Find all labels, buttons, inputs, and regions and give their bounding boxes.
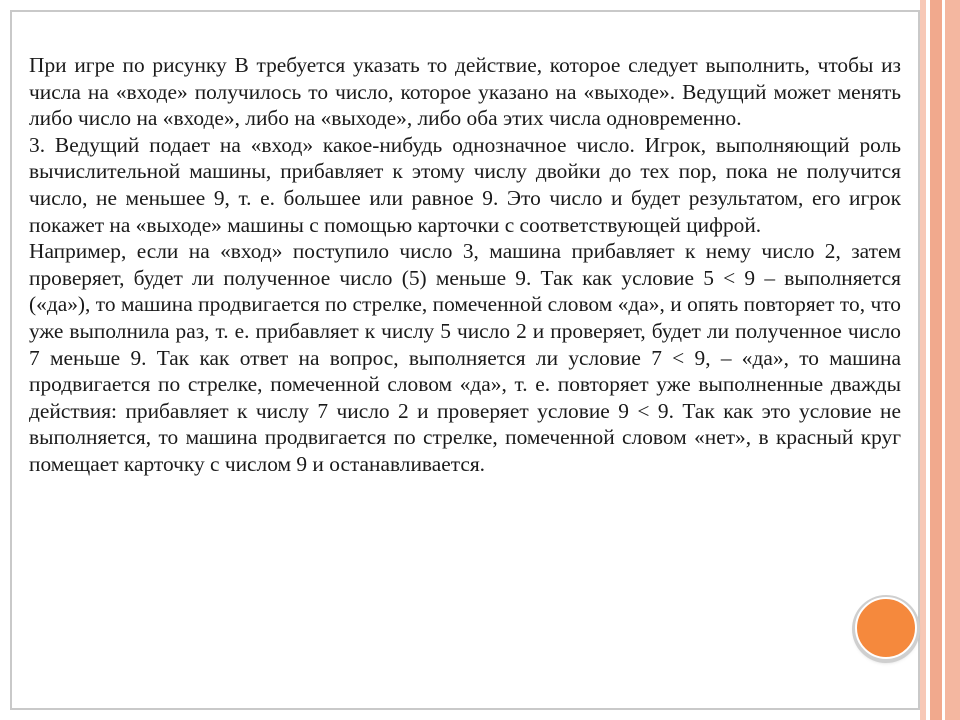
decorative-side-stripes xyxy=(920,0,960,720)
stripe-mid xyxy=(930,0,942,720)
paragraph-intro: При игре по рисунку В требуется указать то действие, которое следует выполнить, чтобы из числа на «входе» получилось то число, которое указано на «выходе». Ведущий может менять либо число на «входе», либо на «выходе», либо оба этих числа одновременно. xyxy=(29,53,901,131)
stripe-outer xyxy=(945,0,960,720)
paragraph-example: Например, если на «вход» поступило число 3, машина прибавляет к нему число 2, затем проверяет, будет ли полученное число (5) меньше 9. Так как условие 5 < 9 – выполняется («да»), то машина продвигается по стрелке, помеченной словом «да», и опять повторяет то, что уже выполнила раз, т. е. прибавляет к числу 5 число 2 и проверяет, будет ли полученное число 7 меньше 9. Так как ответ на вопрос, выполняется ли условие 7 < 9, – «да», то машина продвигается по стрелке, помеченной словом «да», т. е. повторяет уже выполненные дважды действия: прибавляет к числу 7 число 2 и проверяет условие 9 < 9. Так как это условие не выполняется, то машина продвигается по стрелке, помеченной словом «нет», в красный круг помещает карточку с числом 9 и останавливается. xyxy=(29,239,901,476)
paragraph-rule-3: 3. Ведущий подает на «вход» какое-нибудь однозначное число. Игрок, выполняющий роль вычислительной машины, прибавляет к этому числу двойки до тех пор, пока не получится число, не меньшее 9, т. е. большее или равное 9. Это число и будет результатом, его игрок покажет на «выходе» машины с помощью карточки с соответствующей цифрой. xyxy=(29,132,901,237)
slide-body-text xyxy=(29,52,901,478)
orange-circle-decoration xyxy=(855,597,917,659)
